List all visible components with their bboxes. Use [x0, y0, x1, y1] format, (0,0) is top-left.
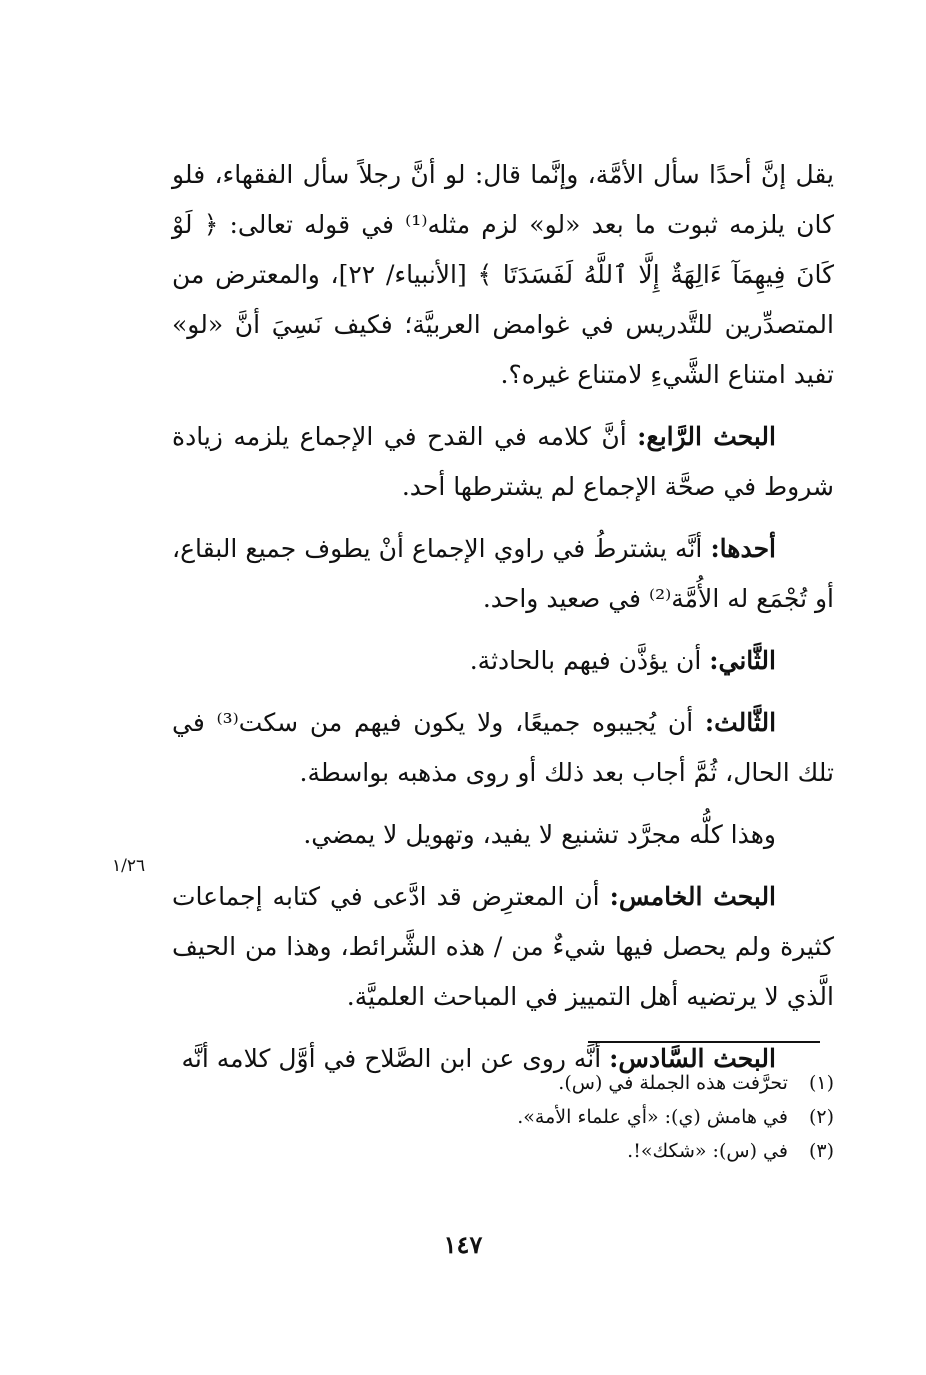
paragraph-2 — [172, 412, 834, 512]
paragraph-text: أنَّه روى عن ابن الصَّلاح في أوَّل كلامه أنَّه — [181, 1044, 610, 1073]
footnote-text: تحرَّفت هذه الجملة في (س). — [558, 1072, 788, 1094]
footnote-2 — [434, 1100, 834, 1134]
footnote-3 — [434, 1134, 834, 1168]
paragraph-6 — [172, 810, 834, 860]
paragraph-lead: الثَّاني: — [709, 646, 776, 675]
paragraph-lead: أحدها: — [710, 534, 776, 563]
margin-folio-note: ١/٢٦ — [112, 856, 146, 876]
paragraph-text: أنَّ كلامه في القدح في الإجماع يلزمه زيادة شروط في صحَّة الإجماع لم يشترطها أحد. — [172, 422, 834, 501]
paragraph-1 — [172, 150, 834, 400]
footnotes — [434, 1066, 834, 1168]
paragraph-text: يقل إنَّ أحدًا سأل الأمَّة، وإنَّما قال: لو أنَّ رجلاً سأل الفقهاء، فلو كان يلزمه ثبوت ما بعد «لو» لزم مثله⁽¹⁾ في قوله تعالى: ﴿ لَوْ كَانَ فِيهِمَآ ءَالِهَةٌ إِلَّا ٱللَّهُ لَفَسَدَتَا ﴾ [الأنبياء/ ٢٢]، والمعترض من المتصدِّرين للتَّدريس في غوامض العربيَّة؛ فكيف نَسِيَ أنَّ «لو» تفيد امتناع الشَّيءِ لامتناع غيره؟. — [172, 160, 834, 389]
paragraph-text: أن المعترِض قد ادَّعى في كتابه إجماعات كثيرة ولم يحصل فيها شيءٌ من / هذه الشَّرائط، وهذا من الحيف الَّذي لا يرتضيه أهل التمييز في المباحث العلميَّة. — [172, 882, 834, 1011]
footnote-divider — [588, 1041, 820, 1043]
footnote-number: (٣) — [808, 1140, 834, 1162]
main-text — [172, 150, 834, 1084]
page-number: ١٤٧ — [443, 1230, 483, 1259]
paragraph-lead: البحث السَّادس: — [609, 1044, 776, 1073]
footnote-number: (٢) — [808, 1106, 834, 1128]
paragraph-lead: البحث الخامس: — [609, 882, 777, 911]
paragraph-text: أن يُجيبوه جميعًا، ولا يكون فيهم من سكت⁽³⁾ في تلك الحال، ثُمَّ أجاب بعد ذلك أو روى مذهبه بواسطة. — [172, 708, 834, 787]
paragraph-lead: الثَّالث: — [704, 708, 777, 737]
paragraph-text: أن يؤذَّن فيهم بالحادثة. — [469, 646, 710, 675]
paragraph-text: أنَّه يشترطُ في راوي الإجماع أنْ يطوف جميع البقاع، أو تُجْمَع له الأُمَّة⁽²⁾ في صعيد واحد. — [172, 534, 834, 613]
footnote-number: (١) — [808, 1072, 834, 1094]
paragraph-5 — [172, 698, 834, 798]
paragraph-3 — [172, 524, 834, 624]
footnote-1 — [434, 1066, 834, 1100]
footnote-text: في هامش (ي): «أي علماء الأمة». — [517, 1106, 788, 1128]
paragraph-4 — [172, 636, 834, 686]
paragraph-lead: البحث الرَّابع: — [637, 422, 776, 451]
paragraph-7 — [172, 872, 834, 1022]
footnote-text: في (س): «شكك»!. — [627, 1140, 788, 1162]
paragraph-text: وهذا كلُّه مجرَّد تشنيع لا يفيد، وتهويل لا يمضي. — [303, 820, 776, 849]
